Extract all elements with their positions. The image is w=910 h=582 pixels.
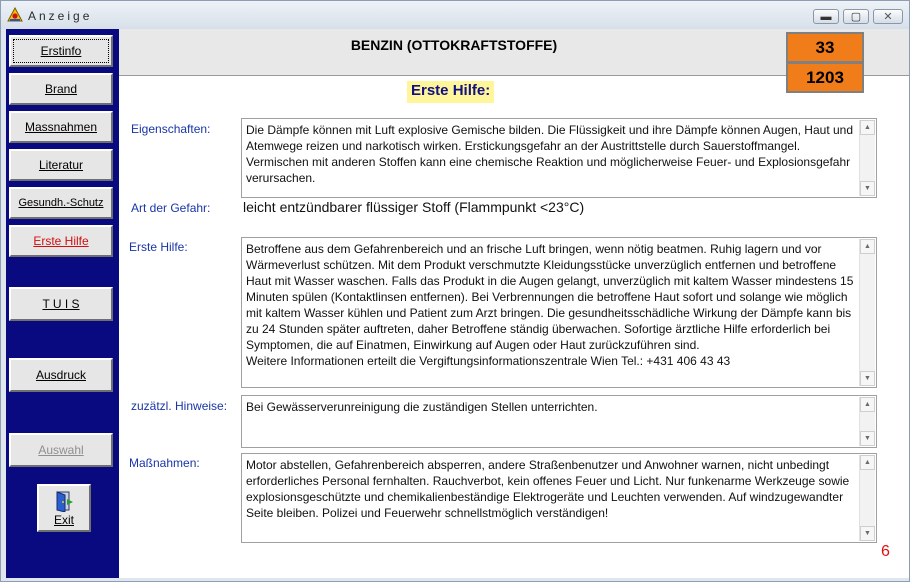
- scroll-down-arrow-icon[interactable]: ▼: [860, 431, 875, 446]
- hinweise-textbox[interactable]: [241, 395, 877, 448]
- page-number: 6: [881, 543, 890, 560]
- hinweise-text: Bei Gewässerverunreinigung die zuständigen Stellen unterrichten.: [246, 400, 598, 414]
- erste-hilfe-label: Erste Hilfe:: [129, 240, 188, 254]
- substance-title: BENZIN (OTTOKRAFTSTOFFE): [350, 37, 558, 53]
- exit-button[interactable]: [37, 484, 91, 532]
- erste-hilfe-textbox[interactable]: [241, 237, 877, 388]
- scroll-down-arrow-icon[interactable]: ▼: [860, 181, 875, 196]
- hinweise-label: zuzätzl. Hinweise:: [131, 399, 228, 413]
- nav-literatur-label: Literatur: [38, 158, 84, 172]
- art-der-gefahr-label: Art der Gefahr:: [131, 201, 211, 215]
- main-content: [119, 29, 909, 578]
- hinweise-scrollbar[interactable]: [859, 397, 875, 446]
- erste-hilfe-text-block: [246, 241, 854, 369]
- eigenschaften-label: Eigenschaften:: [131, 122, 211, 136]
- title-bar[interactable]: [1, 1, 909, 29]
- nav-gesundheitsschutz-label: Gesundh.-Schutz: [18, 197, 104, 209]
- eigenschaften-text: Die Dämpfe können mit Luft explosive Gemische bilden. Die Flüssigkeit und ihre Dämpfe können Augen, Haut und Atemwege reizen und narkotisch wirken. Erstickungsgefahr an der Austrittstelle durch Sauerstoffmangel. Vermischen mit anderen Stoffen kann eine chemische Reaktion und möglicherweise Feuer- und Explosionsgefahr verursachen.: [246, 123, 854, 185]
- eigenschaften-textbox[interactable]: [241, 118, 877, 198]
- scroll-up-arrow-icon[interactable]: ▲: [860, 239, 875, 254]
- scroll-up-arrow-icon[interactable]: ▲: [860, 120, 875, 135]
- nav-auswahl-label: Auswahl: [38, 443, 84, 457]
- hazard-plate: [786, 32, 864, 93]
- massnahmen-textbox[interactable]: [241, 453, 877, 543]
- erste-hilfe-scrollbar[interactable]: [859, 239, 875, 386]
- scroll-down-arrow-icon[interactable]: ▼: [860, 371, 875, 386]
- nav-erste-hilfe-label: Erste Hilfe: [33, 234, 89, 248]
- erste-hilfe-contact-text: Weitere Informationen erteilt die Vergiftungsinformationszentrale Wien Tel.: +431 406 43 43: [246, 354, 731, 368]
- nav-erste-hilfe-button[interactable]: [9, 225, 113, 257]
- nav-literatur-button[interactable]: [9, 149, 113, 181]
- nav-massnahmen-button[interactable]: [9, 111, 113, 143]
- hazard-number: 33: [788, 34, 862, 61]
- nav-brand-button[interactable]: [9, 73, 113, 105]
- nav-gesundheitsschutz-button[interactable]: [9, 187, 113, 219]
- section-title: Erste Hilfe:: [407, 81, 494, 103]
- window-title: Anzeige: [28, 9, 93, 23]
- nav-tuis-button[interactable]: [9, 287, 113, 321]
- minimize-button[interactable]: ▬: [813, 9, 839, 24]
- scroll-up-arrow-icon[interactable]: ▲: [860, 397, 875, 412]
- app-icon: [7, 7, 23, 23]
- nav-brand-label: Brand: [44, 82, 78, 96]
- un-number: 1203: [788, 64, 862, 91]
- maximize-button[interactable]: ▢: [843, 9, 869, 24]
- erste-hilfe-text: Betroffene aus dem Gefahrenbereich und an frische Luft bringen, wenn nötig beatmen. Ruhig lagern und vor Wärmeverlust schützen. Mit dem Produkt verschmutzte Kleidungsstücke unverzüglich entfernen und betroffene Haut mit Wasser waschen. Falls das Produkt in die Augen gelangt, unverzüglich mit kaltem Wasser mindestens 15 Minuten spülen (Kontaktlinsen entfernen). Bei Verbrennungen die betroffene Haut sofort und solange wie möglich mit kaltem Wasser kühlen und Patient zum Arzt bringen. Die gesundheitsschädliche Wirkung der Dämpfe kann bis zu 24 Stunden später auftreten, daher Betroffene ständig überwachen. Sofortige ärztliche Hilfe erforderlich bei Symptomen, die auf Einatmen, Einwirkung auf Augen oder Haut zurückzuführen sind.: [246, 242, 854, 352]
- nav-ausdruck-label: Ausdruck: [35, 368, 87, 382]
- art-der-gefahr-value: leicht entzündbarer flüssiger Stoff (Flammpunkt <23°C): [243, 199, 585, 215]
- exit-label: Exit: [53, 512, 74, 527]
- nav-tuis-label: T U I S: [42, 297, 80, 311]
- close-button[interactable]: ✕: [873, 9, 903, 24]
- exit-door-icon: [53, 490, 75, 512]
- nav-erstinfo-button[interactable]: [9, 35, 113, 67]
- nav-auswahl-button: [9, 433, 113, 467]
- massnahmen-label: Maßnahmen:: [129, 456, 200, 470]
- nav-erstinfo-label: Erstinfo: [40, 44, 82, 58]
- scroll-down-arrow-icon[interactable]: ▼: [860, 526, 875, 541]
- massnahmen-scrollbar[interactable]: [859, 455, 875, 541]
- nav-massnahmen-label: Massnahmen: [24, 120, 98, 134]
- nav-ausdruck-button[interactable]: [9, 358, 113, 392]
- scroll-up-arrow-icon[interactable]: ▲: [860, 455, 875, 470]
- massnahmen-text: Motor abstellen, Gefahrenbereich absperren, andere Straßenbenutzer und Anwohner warnen, nicht unbedingt erforderliches Personal fernhalten. Rauchverbot, kein offenes Feuer und Licht. Nur funkenarme Werkzeuge sowie explosionsgeschützte und chemikalienbeständige Elektrogeräte und Leuchten verwenden. Auf windzugewandter Seite bleiben. Polizei und Feuerwehr schnellstmöglich verständigen!: [246, 458, 850, 520]
- eigenschaften-scrollbar[interactable]: [859, 120, 875, 196]
- sidebar: [6, 29, 119, 578]
